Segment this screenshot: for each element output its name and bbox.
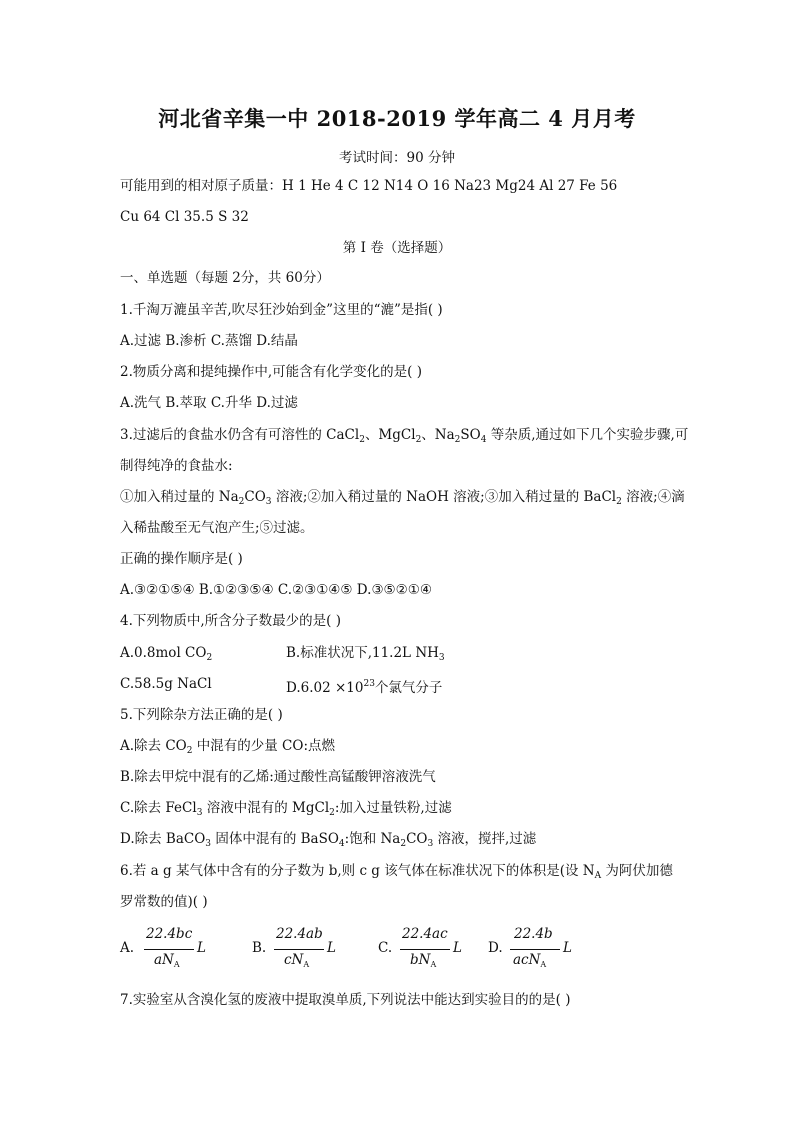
question-1-options: A.过滤 B.渗析 C.蒸馏 D.结晶 bbox=[120, 333, 298, 349]
question-3-line-5: 正确的操作顺序是( ) bbox=[120, 551, 243, 567]
question-3-line-4: 入稀盐酸至无气泡产生;⑤过滤。 bbox=[120, 520, 314, 536]
question-3-line-2: 制得纯净的食盐水: bbox=[120, 458, 233, 474]
question-4-stem: 4.下列物质中,所含分子数最少的是( ) bbox=[120, 613, 341, 629]
question-5-option-b: B.除去甲烷中混有的乙烯:通过酸性高锰酸钾溶液洗气 bbox=[120, 769, 436, 785]
atomic-masses-line1: 可能用到的相对原子质量：H 1 He 4 C 12 N14 O 16 Na23 Mg24 Al 27 Fe 56 bbox=[120, 178, 618, 194]
question-3-options: A.③②①⑤④ B.①②③⑤④ C.②③①④⑤ D.③⑤②①④ bbox=[120, 582, 432, 598]
question-3-line-3: ①加入稍过量的 $Na_2CO_3$ 溶液;②加入稍过量的 NaOH 溶液;③加入稍过量的 BaCl$_2$ 溶液;④滴 bbox=[120, 489, 685, 507]
question-4-option-a: A.0.8mol $CO_2$ bbox=[120, 645, 213, 663]
question-5-stem: 5.下列除杂方法正确的是( ) bbox=[120, 707, 283, 723]
question-4-option-c: C.58.5g NaCl bbox=[120, 676, 212, 692]
question-6-line-2: 罗常数的值)( ) bbox=[120, 894, 208, 910]
question-2-stem: 2.物质分离和提纯操作中,可能含有化学变化的是( ) bbox=[120, 364, 422, 380]
section-heading: 一、单选题（每题 2分，共 60分） bbox=[120, 270, 330, 286]
question-5-option-c: C.除去 FeCl$_3$ 溶液中混有的 MgCl$_2$:加入过量铁粉,过滤 bbox=[120, 800, 452, 818]
exam-page: 河北省辛集一中 2018-2019 学年高二 4 月月考 考试时间：90 分钟 可能用到的相对原子质量：H 1 He 4 C 12 N14 O 16 Na23 Mg24 Al 27 Fe 56 Cu 64 Cl 35.5 S 32 第 I 卷（选择题） 一、单选题（每题 2分，共 60分） 1.千淘万漉虽辛苦,吹尽狂沙始到金”这里的“漉”是指( ) A.过滤 B.渗析 C.蒸馏 D.结晶 2.物质分离和提纯操作中,可能含有化学变化的是( ) A.洗气 B.萃取 C.升华 D.过滤 3.过滤后的食盐水仍含有可溶性的 CaCl$_2$、MgCl$_2$、$Na_2SO_4$ 等杂质,通过如下几个实验步骤,可 制得纯净的食盐水: ①加入稍过量的 $Na_2CO_3$ 溶液;②加入稍过量的 NaOH 溶液;③加入稍过量的 BaCl$_2$ 溶液;④滴 入稀盐酸至无气泡产生;⑤过滤。 正确的操作顺序是( ) A.③②①⑤④ B.①②③⑤④ C.②③①④⑤ D.③⑤②①④ 4.下列物质中,所含分子数最少的是( ) A.0.8mol $CO_2$ B.标准状况下,11.2L $NH_3$ C.58.5g NaCl $D.6.02 \times 10^{23}$个氯气分子 5.下列除杂方法正确的是( ) A.除去 $CO_2$ 中混有的少量 CO:点燃 B.除去甲烷中混有的乙烯:通过酸性高锰酸钾溶液洗气 C.除去 FeCl$_3$ 溶液中混有的 MgCl$_2$:加入过量铁粉,过滤 D.除去 BaCO$_3$ 固体中混有的 BaSO$_4$:饱和 $Na_2CO_3$ 溶液，搅拌,过滤 6.若 a g 某气体中含有的分子数为 b,则 c g 该气体在标准状况下的体积是(设 $N_A$ 为阿伏加德 罗常数的值)( ) A. 22.4bc $aN_A$ L B. 22.4ab $cN_A$ L C. 22.4ac $bN_A$ L D. 22.4b acN$_A$ L 7.实验室从含溴化氢的废液中提取溴单质,下列说法中能达到实验目的的是( ) bbox=[0, 0, 794, 1123]
question-2-options: A.洗气 B.萃取 C.升华 D.过滤 bbox=[120, 395, 298, 411]
question-1-stem: 1.千淘万漉虽辛苦,吹尽狂沙始到金”这里的“漉”是指( ) bbox=[120, 302, 443, 318]
section-title: 第 I 卷（选择题） bbox=[342, 240, 452, 256]
question-3-line-1: 3.过滤后的食盐水仍含有可溶性的 CaCl$_2$、MgCl$_2$、$Na_2SO_4$ 等杂质,通过如下几个实验步骤,可 bbox=[120, 427, 689, 445]
question-4-option-d: $D.6.02 \times 10^{23}$个氯气分子 bbox=[286, 679, 443, 696]
question-6-line-1: 6.若 a g 某气体中含有的分子数为 b,则 c g 该气体在标准状况下的体积是(设 $N_A$ 为阿伏加德 bbox=[120, 863, 673, 881]
page-title: 河北省辛集一中 2018-2019 学年高二 4 月月考 bbox=[158, 106, 636, 131]
atomic-masses-line2: Cu 64 Cl 35.5 S 32 bbox=[120, 209, 249, 225]
question-5-option-a: A.除去 $CO_2$ 中混有的少量 CO:点燃 bbox=[120, 738, 335, 756]
question-5-option-d: D.除去 BaCO$_3$ 固体中混有的 BaSO$_4$:饱和 $Na_2CO_3$ 溶液，搅拌,过滤 bbox=[120, 831, 537, 849]
question-7-stem: 7.实验室从含溴化氢的废液中提取溴单质,下列说法中能达到实验目的的是( ) bbox=[120, 992, 571, 1008]
question-4-option-b: B.标准状况下,11.2L $NH_3$ bbox=[286, 645, 445, 663]
exam-time: 考试时间：90 分钟 bbox=[339, 150, 455, 166]
